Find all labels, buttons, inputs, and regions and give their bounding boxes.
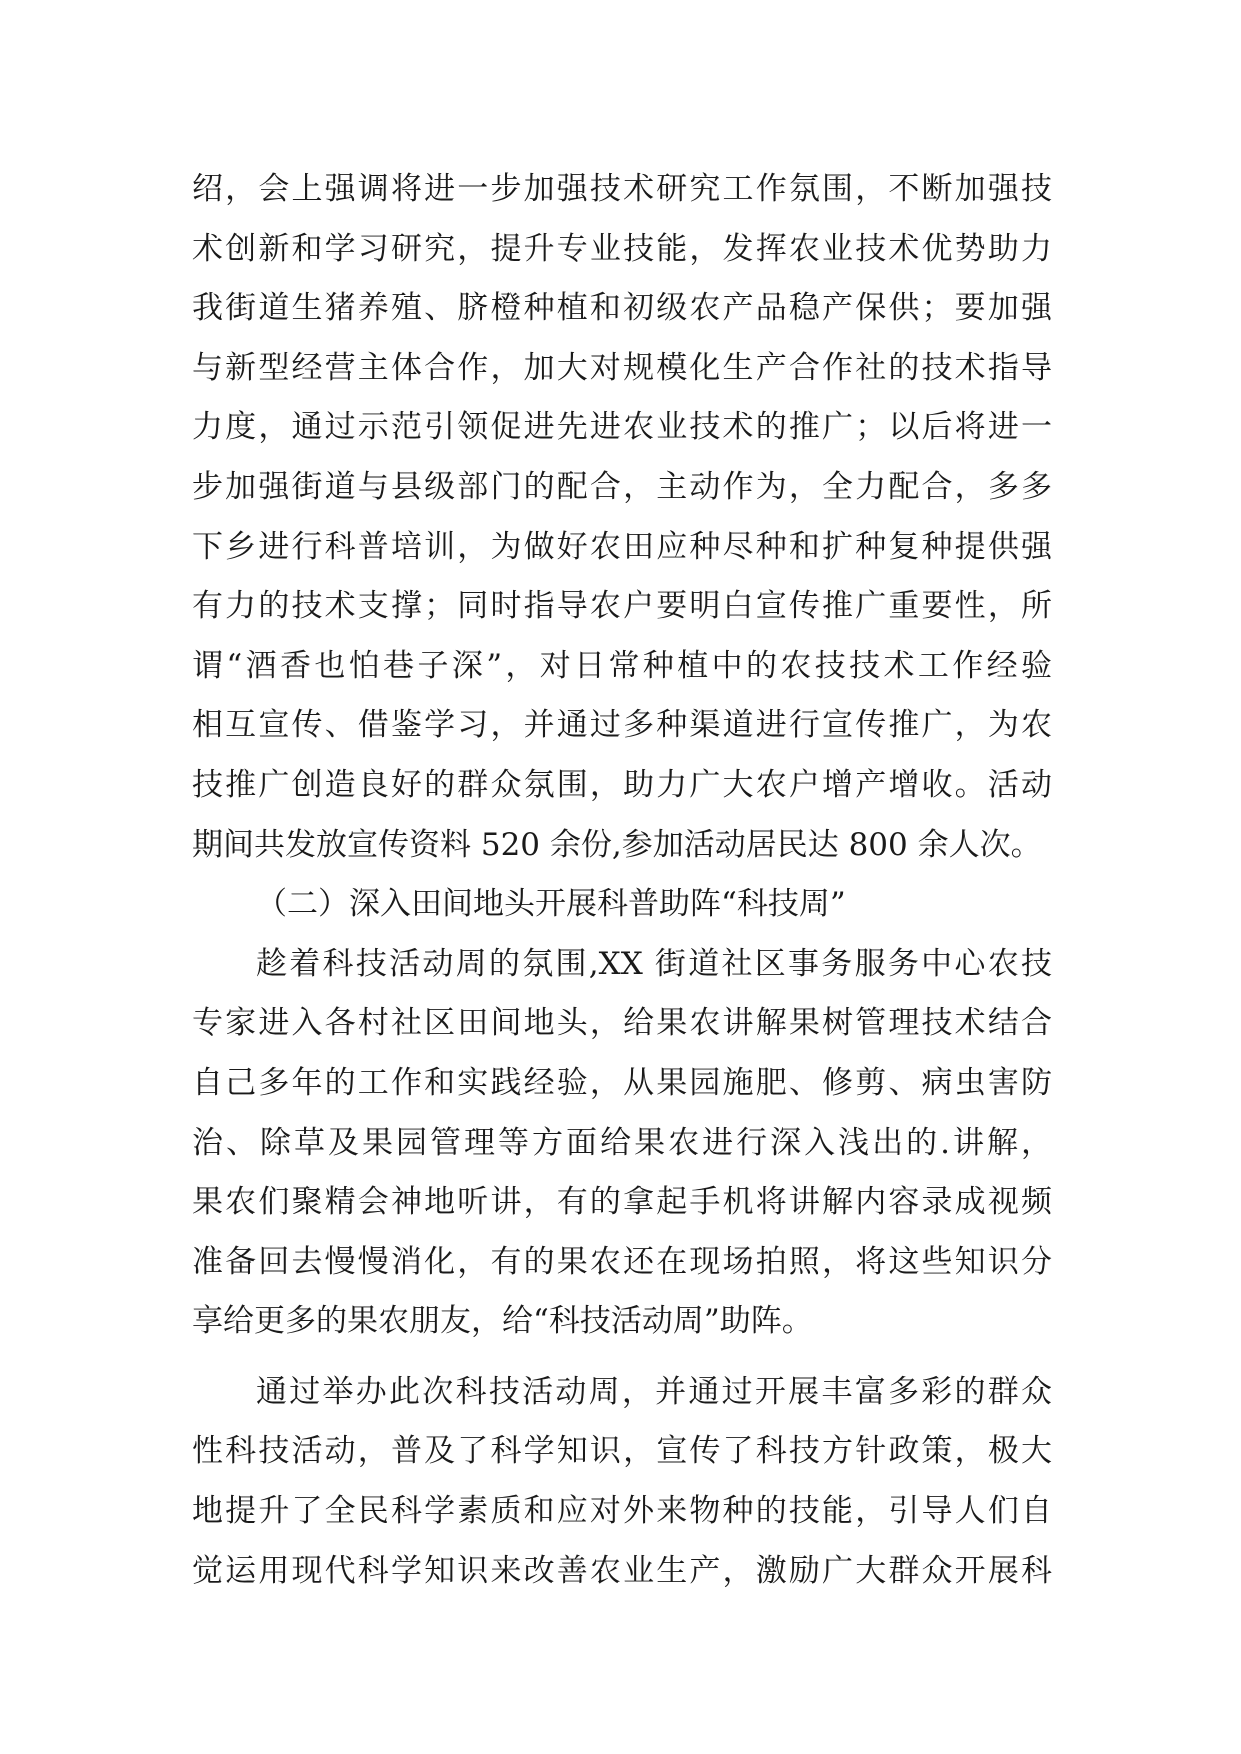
section-heading: （二）深入田间地头开展科普助阵“科技周” [256,886,846,923]
text-line: 与新型经营主体合作，加大对规模化生产合作社的技术指导 [192,349,1052,386]
document-body [192,160,1052,1601]
paragraph-summary [192,1363,1052,1601]
text-line: 地提升了全民科学素质和应对外来物种的技能，引导人们自 [192,1493,1052,1530]
text-line: 我街道生猪养殖、脐橙种植和初级农产品稳产保供；要加强 [192,290,1052,327]
text-line: 下乡进行科普培训，为做好农田应种尽种和扩种复种提供强 [192,528,1052,565]
text-line: 果农们聚精会神地听讲，有的拿起手机将讲解内容录成视频 [192,1184,1052,1221]
text-line: 专家进入各村社区田间地头，给果农讲解果树管理技术结合 [192,1005,1052,1042]
text-line: 通过举办此次科技活动周，并通过开展丰富多彩的群众 [256,1373,1052,1410]
text-line: 绍，会上强调将进一步加强技术研究工作氛围，不断加强技 [192,171,1052,207]
text-line: 谓“酒香也怕巷子深”，对日常种植中的农技技术工作经验 [192,647,1052,684]
text-line: 相互宣传、借鉴学习，并通过多种渠道进行宣传推广，为农 [192,707,1052,744]
paragraph-intro [192,160,1052,875]
text-line: 觉运用现代科学知识来改善农业生产，激励广大群众开展科 [192,1552,1052,1589]
text-line: 技推广创造良好的群众氛围，助力广大农户增产增收。活动 [192,766,1052,803]
text-line: 治、除草及果园管理等方面给果农进行深入浅出的.讲解， [192,1124,1052,1161]
paragraph-fieldwork [192,935,1052,1352]
text-line: 术创新和学习研究，提升专业技能，发挥农业技术优势助力 [192,230,1052,267]
text-line: 准备回去慢慢消化，有的果农还在现场拍照，将这些知识分 [192,1243,1052,1280]
text-line: 自己多年的工作和实践经验，从果园施肥、修剪、病虫害防 [192,1064,1052,1101]
text-line: 步加强街道与县级部门的配合，主动作为，全力配合，多多 [192,468,1052,505]
text-line: 期间共发放宣传资料 520 余份,参加活动居民达 800 余人次。 [192,826,1042,863]
text-line: 享给更多的果农朋友，给“科技活动周”助阵。 [192,1303,813,1340]
text-line: 有力的技术支撑；同时指导农户要明白宣传推广重要性，所 [192,588,1052,625]
paragraph-spacer [192,1352,1052,1363]
text-line: 趁着科技活动周的氛围,XX 街道社区事务服务中心农技 [256,945,1052,982]
text-line: 力度，通过示范引领促进先进农业技术的推广；以后将进一 [192,409,1052,446]
text-line: 性科技活动，普及了科学知识，宣传了科技方针政策，极大 [192,1433,1052,1470]
